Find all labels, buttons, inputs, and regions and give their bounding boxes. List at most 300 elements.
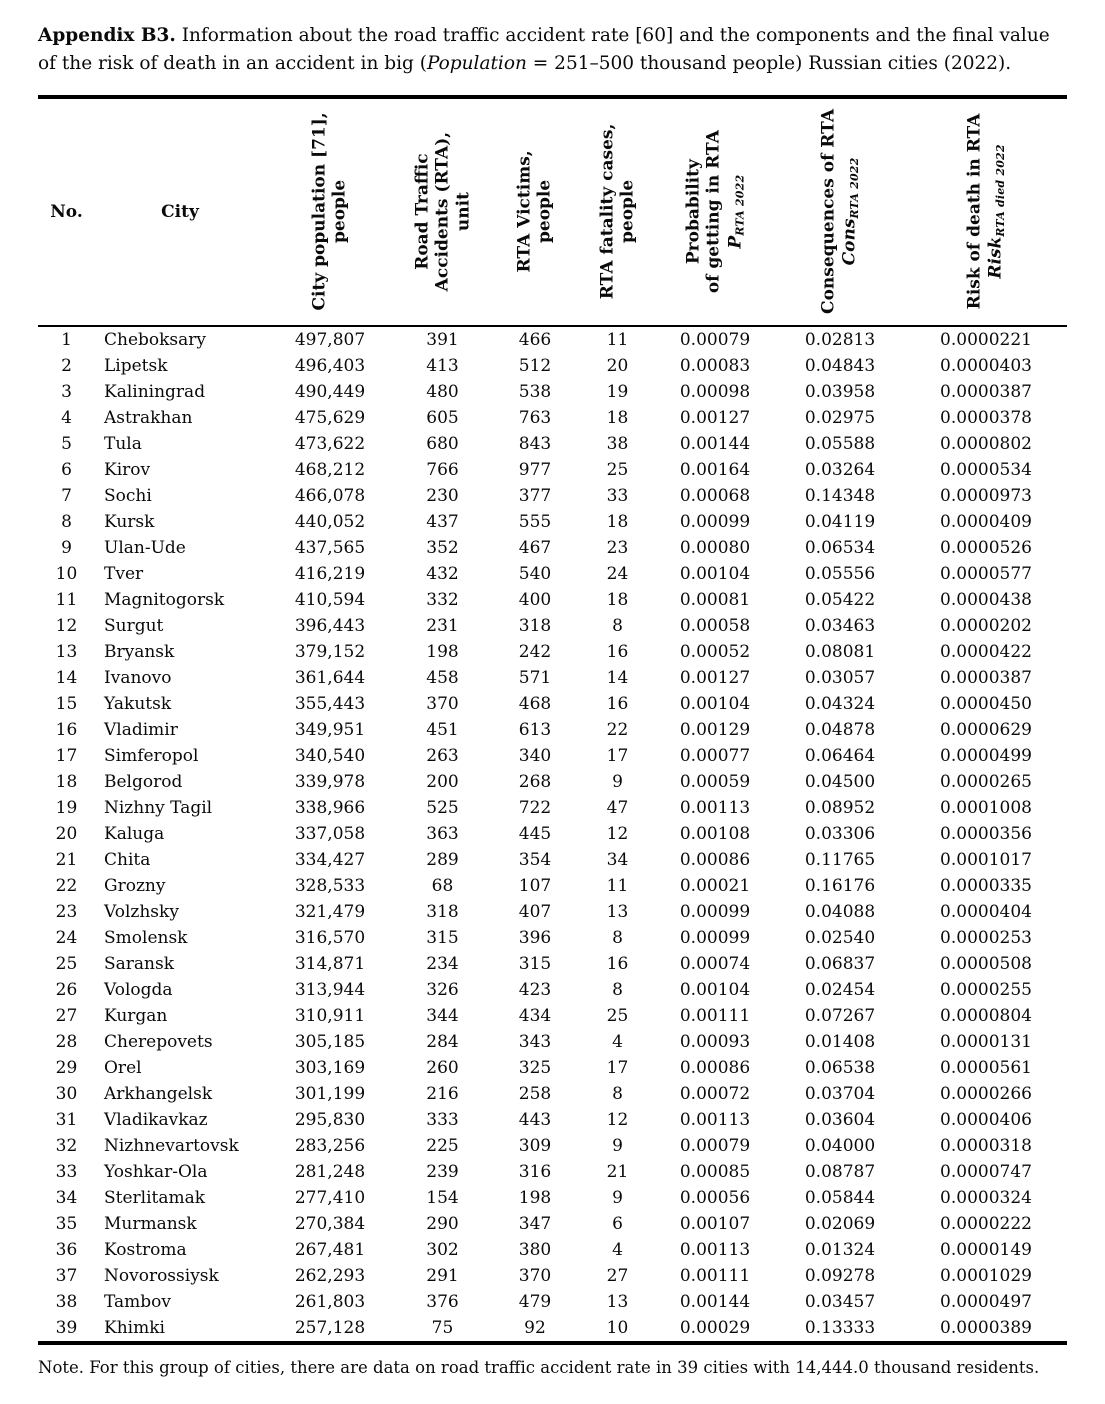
cell-fatalities: 4 (612, 1239, 623, 1260)
cell-accidents: 437 (426, 511, 459, 532)
cell-consequences: 0.02454 (804, 979, 876, 1000)
cell-probability: 0.00083 (679, 355, 751, 376)
cell-consequences: 0.04843 (804, 355, 876, 376)
cell-accidents: 370 (426, 693, 459, 714)
cell-city: Tambov (104, 1291, 171, 1312)
cell-probability: 0.00099 (679, 901, 751, 922)
cell-accidents: 432 (426, 563, 459, 584)
caption-italic-word: Population (426, 52, 527, 74)
cell-probability: 0.00080 (679, 537, 751, 558)
cell-city: Vladimir (104, 719, 178, 740)
cell-population: 396,443 (294, 615, 366, 636)
cell-no: 16 (55, 719, 78, 740)
cell-consequences: 0.08081 (804, 641, 876, 662)
col-header-accidents: Road Traffic Accidents (RTA), unit (411, 131, 473, 292)
cell-no: 33 (55, 1161, 78, 1182)
cell-accidents: 605 (426, 407, 459, 428)
cell-risk: 0.0000266 (940, 1083, 1032, 1104)
cell-victims: 423 (518, 979, 552, 1000)
cell-consequences: 0.06534 (804, 537, 876, 558)
cell-consequences: 0.03604 (804, 1109, 876, 1130)
cell-risk: 0.0000389 (940, 1317, 1032, 1338)
cell-city: Belgorod (104, 771, 183, 792)
cell-victims: 538 (518, 381, 552, 402)
cell-consequences: 0.04500 (804, 771, 876, 792)
table-caption (38, 22, 1067, 78)
table-note: Note. For this group of cities, there are data on road traffic accident rate in 39 cities with 14,444.0 thousand residents. (38, 1357, 1040, 1377)
cell-city: Ulan-Ude (104, 537, 186, 558)
cell-fatalities: 4 (612, 1031, 623, 1052)
cell-victims: 434 (518, 1005, 552, 1026)
table-row (38, 717, 1067, 743)
cell-victims: 443 (518, 1109, 552, 1130)
cell-accidents: 413 (426, 355, 459, 376)
cell-victims: 340 (518, 745, 552, 766)
cell-population: 328,533 (294, 875, 366, 896)
cell-population: 496,403 (294, 355, 366, 376)
cell-accidents: 284 (426, 1031, 459, 1052)
table-row (38, 925, 1067, 951)
cell-probability: 0.00111 (679, 1005, 751, 1026)
table-row (38, 561, 1067, 587)
cell-risk: 0.0000497 (940, 1291, 1032, 1312)
cell-risk: 0.0000577 (940, 563, 1032, 584)
cell-no: 32 (55, 1135, 78, 1156)
cell-population: 416,219 (294, 563, 366, 584)
cell-risk: 0.0000409 (940, 511, 1032, 532)
cell-probability: 0.00085 (679, 1161, 751, 1182)
cell-accidents: 680 (426, 433, 459, 454)
caption-text-1: Information about the road traffic accident rate [60] and the components and the final value of the risk of death in an accident in big ( (38, 25, 1050, 74)
cell-fatalities: 25 (606, 459, 629, 480)
cell-no: 30 (55, 1083, 78, 1104)
table-row (38, 899, 1067, 925)
table-row (38, 405, 1067, 431)
cell-fatalities: 21 (606, 1161, 629, 1182)
cell-no: 19 (55, 797, 78, 818)
cell-population: 355,443 (294, 693, 366, 714)
cell-city: Cheboksary (104, 329, 207, 350)
cell-population: 310,911 (294, 1005, 366, 1026)
cell-city: Volzhsky (104, 901, 179, 922)
col-header-victims: RTA Victims, people (514, 150, 555, 273)
cell-no: 38 (55, 1291, 78, 1312)
cell-city: Murmansk (104, 1213, 197, 1234)
col-header-city: City (161, 201, 199, 222)
cell-no: 39 (55, 1317, 78, 1338)
cell-risk: 0.0000406 (940, 1109, 1032, 1130)
table-row (38, 1237, 1067, 1263)
cell-risk: 0.0000534 (940, 459, 1032, 480)
cell-no: 25 (55, 953, 78, 974)
cell-fatalities: 12 (606, 823, 629, 844)
table-row (38, 457, 1067, 483)
table-row (38, 353, 1067, 379)
cell-population: 321,479 (294, 901, 366, 922)
cell-risk: 0.0000378 (940, 407, 1032, 428)
cell-no: 20 (55, 823, 78, 844)
cell-no: 26 (55, 979, 78, 1000)
cell-risk: 0.0000561 (940, 1057, 1032, 1078)
cell-accidents: 154 (426, 1187, 459, 1208)
cell-accidents: 458 (426, 667, 459, 688)
cell-accidents: 231 (426, 615, 459, 636)
cell-victims: 242 (518, 641, 552, 662)
cell-consequences: 0.02813 (804, 329, 876, 350)
cell-no: 36 (55, 1239, 78, 1260)
cell-accidents: 216 (426, 1083, 459, 1104)
cell-consequences: 0.09278 (804, 1265, 876, 1286)
table-row (38, 1029, 1067, 1055)
cell-city: Vladikavkaz (104, 1109, 208, 1130)
table-row (38, 691, 1067, 717)
cell-risk: 0.0000973 (940, 485, 1032, 506)
cell-probability: 0.00093 (679, 1031, 751, 1052)
cell-probability: 0.00104 (679, 563, 751, 584)
cell-victims: 343 (518, 1031, 552, 1052)
cell-population: 410,594 (294, 589, 366, 610)
cell-probability: 0.00059 (679, 771, 751, 792)
cell-population: 475,629 (294, 407, 366, 428)
cell-risk: 0.0000629 (940, 719, 1032, 740)
cell-victims: 92 (524, 1317, 546, 1338)
cell-risk: 0.0000318 (940, 1135, 1032, 1156)
cell-no: 37 (55, 1265, 78, 1286)
table-row (38, 431, 1067, 457)
cell-accidents: 480 (426, 381, 459, 402)
cell-city: Yoshkar-Ola (104, 1161, 208, 1182)
cell-risk: 0.0000747 (940, 1161, 1032, 1182)
cell-city: Khimki (104, 1317, 165, 1338)
cell-no: 5 (61, 433, 72, 454)
cell-risk: 0.0000438 (940, 589, 1032, 610)
cell-probability: 0.00021 (679, 875, 751, 896)
table-row (38, 379, 1067, 405)
cell-probability: 0.00127 (679, 667, 751, 688)
cell-victims: 540 (518, 563, 552, 584)
cell-population: 340,540 (294, 745, 366, 766)
cell-risk: 0.0000403 (940, 355, 1032, 376)
table-row (38, 847, 1067, 873)
cell-fatalities: 20 (606, 355, 629, 376)
cell-population: 437,565 (294, 537, 366, 558)
table-row (38, 1107, 1067, 1133)
cell-city: Surgut (104, 615, 164, 636)
cell-victims: 268 (518, 771, 552, 792)
cell-consequences: 0.02540 (804, 927, 876, 948)
cell-accidents: 326 (426, 979, 459, 1000)
table-row (38, 1211, 1067, 1237)
cell-risk: 0.0001017 (940, 849, 1032, 870)
cell-consequences: 0.05556 (804, 563, 876, 584)
cell-city: Bryansk (104, 641, 175, 662)
cell-no: 27 (55, 1005, 78, 1026)
cell-fatalities: 22 (606, 719, 629, 740)
cell-probability: 0.00129 (679, 719, 751, 740)
cell-city: Vologda (104, 979, 173, 1000)
cell-fatalities: 23 (606, 537, 629, 558)
cell-city: Yakutsk (104, 693, 172, 714)
cell-fatalities: 14 (606, 667, 629, 688)
cell-population: 277,410 (294, 1187, 366, 1208)
cell-fatalities: 18 (606, 407, 629, 428)
cell-victims: 977 (518, 459, 552, 480)
cell-victims: 479 (518, 1291, 552, 1312)
col-header-no: No. (50, 201, 83, 222)
cell-risk: 0.0001008 (940, 797, 1032, 818)
cell-population: 301,199 (294, 1083, 366, 1104)
cell-risk: 0.0000221 (940, 329, 1032, 350)
cell-accidents: 315 (426, 927, 459, 948)
cell-fatalities: 9 (612, 1135, 623, 1156)
cell-consequences: 0.03704 (804, 1083, 876, 1104)
cell-population: 440,052 (294, 511, 366, 532)
cell-probability: 0.00079 (679, 1135, 751, 1156)
cell-fatalities: 13 (606, 901, 629, 922)
cell-city: Tula (104, 433, 142, 454)
cell-no: 13 (55, 641, 78, 662)
cell-accidents: 525 (426, 797, 459, 818)
cell-population: 473,622 (294, 433, 366, 454)
cell-fatalities: 8 (612, 927, 623, 948)
cell-accidents: 352 (426, 537, 459, 558)
cell-population: 338,966 (294, 797, 366, 818)
cell-accidents: 234 (426, 953, 459, 974)
cell-fatalities: 18 (606, 511, 629, 532)
cell-population: 497,807 (294, 329, 366, 350)
cell-risk: 0.0000253 (940, 927, 1032, 948)
cell-no: 6 (61, 459, 72, 480)
cell-fatalities: 27 (606, 1265, 629, 1286)
cell-fatalities: 16 (606, 693, 629, 714)
cell-victims: 571 (518, 667, 552, 688)
cell-probability: 0.00058 (679, 615, 751, 636)
cell-fatalities: 12 (606, 1109, 629, 1130)
cell-no: 14 (55, 667, 78, 688)
cell-city: Novorossiysk (104, 1265, 219, 1286)
cell-probability: 0.00099 (679, 511, 751, 532)
cell-no: 22 (55, 875, 78, 896)
cell-accidents: 451 (426, 719, 459, 740)
cell-risk: 0.0000450 (940, 693, 1032, 714)
col-header-consequences: Consequences of RTA Cons$_{RTA 2022}$ (818, 109, 862, 315)
cell-risk: 0.0000387 (940, 667, 1032, 688)
cell-city: Ivanovo (104, 667, 172, 688)
table-row (38, 509, 1067, 535)
cell-fatalities: 10 (606, 1317, 629, 1338)
cell-risk: 0.0000802 (940, 433, 1032, 454)
cell-accidents: 318 (426, 901, 459, 922)
cell-accidents: 391 (426, 329, 459, 350)
cell-population: 314,871 (294, 953, 366, 974)
cell-risk: 0.0000804 (940, 1005, 1032, 1026)
table-row (38, 613, 1067, 639)
cell-probability: 0.00113 (679, 797, 751, 818)
cell-probability: 0.00111 (679, 1265, 751, 1286)
cell-risk: 0.0001029 (940, 1265, 1032, 1286)
cell-population: 262,293 (294, 1265, 366, 1286)
cell-fatalities: 8 (612, 1083, 623, 1104)
caption-text-2: = 251–500 thousand people) Russian cities (2022). (526, 52, 1012, 74)
cell-consequences: 0.02975 (804, 407, 876, 428)
cell-population: 334,427 (294, 849, 366, 870)
cell-population: 267,481 (294, 1239, 366, 1260)
cell-consequences: 0.03264 (804, 459, 876, 480)
cell-victims: 316 (518, 1161, 552, 1182)
cell-victims: 325 (518, 1057, 552, 1078)
table-row (38, 587, 1067, 613)
cell-consequences: 0.01324 (804, 1239, 876, 1260)
cell-population: 313,944 (294, 979, 366, 1000)
cell-consequences: 0.14348 (804, 485, 876, 506)
cell-victims: 466 (518, 329, 552, 350)
cell-fatalities: 9 (612, 1187, 623, 1208)
cell-accidents: 230 (426, 485, 459, 506)
table-row (38, 769, 1067, 795)
cell-risk: 0.0000526 (940, 537, 1032, 558)
cell-no: 28 (55, 1031, 78, 1052)
cell-victims: 315 (518, 953, 552, 974)
cell-consequences: 0.06538 (804, 1057, 876, 1078)
cell-city: Sterlitamak (104, 1187, 206, 1208)
cell-consequences: 0.04000 (804, 1135, 876, 1156)
table-row (38, 1263, 1067, 1289)
table-row (38, 1081, 1067, 1107)
cell-accidents: 198 (426, 641, 459, 662)
cell-city: Kirov (104, 459, 151, 480)
cell-consequences: 0.08952 (804, 797, 876, 818)
cell-city: Kaliningrad (104, 381, 206, 402)
cell-consequences: 0.03306 (804, 823, 876, 844)
cell-risk: 0.0000202 (940, 615, 1032, 636)
cell-city: Nizhny Tagil (104, 797, 213, 818)
cell-population: 349,951 (294, 719, 366, 740)
cell-risk: 0.0000324 (940, 1187, 1032, 1208)
cell-city: Smolensk (104, 927, 188, 948)
cell-population: 270,384 (294, 1213, 366, 1234)
cell-consequences: 0.05588 (804, 433, 876, 454)
cell-fatalities: 13 (606, 1291, 629, 1312)
cell-consequences: 0.06837 (804, 953, 876, 974)
cell-victims: 763 (518, 407, 552, 428)
cell-probability: 0.00086 (679, 1057, 751, 1078)
col-header-probability: Probability of getting in RTA $P_{RTA 2022}$ (683, 129, 747, 294)
table-row (38, 1133, 1067, 1159)
cell-victims: 407 (518, 901, 552, 922)
cell-fatalities: 9 (612, 771, 623, 792)
cell-probability: 0.00113 (679, 1109, 751, 1130)
table-row (38, 665, 1067, 691)
cell-risk: 0.0000335 (940, 875, 1032, 896)
table-row (38, 1003, 1067, 1029)
cell-no: 7 (61, 485, 72, 506)
cell-probability: 0.00072 (679, 1083, 751, 1104)
cell-accidents: 200 (426, 771, 459, 792)
cell-victims: 613 (518, 719, 552, 740)
cell-victims: 380 (518, 1239, 552, 1260)
cell-city: Nizhnevartovsk (104, 1135, 239, 1156)
col-header-population: City population [71], people (309, 112, 350, 311)
cell-probability: 0.00104 (679, 693, 751, 714)
cell-fatalities: 11 (606, 875, 629, 896)
cell-probability: 0.00144 (679, 1291, 751, 1312)
cell-probability: 0.00029 (679, 1317, 751, 1338)
table-row (38, 326, 1067, 353)
table-row (38, 1315, 1067, 1343)
cell-accidents: 344 (426, 1005, 459, 1026)
cell-probability: 0.00077 (679, 745, 751, 766)
cell-victims: 722 (518, 797, 552, 818)
cell-accidents: 332 (426, 589, 459, 610)
cell-fatalities: 24 (606, 563, 629, 584)
table-row (38, 795, 1067, 821)
cell-victims: 445 (518, 823, 552, 844)
cell-city: Chita (104, 849, 151, 870)
cell-population: 339,978 (294, 771, 366, 792)
cell-fatalities: 19 (606, 381, 629, 402)
table-row (38, 483, 1067, 509)
cell-fatalities: 6 (612, 1213, 623, 1234)
cell-consequences: 0.08787 (804, 1161, 876, 1182)
cell-population: 337,058 (294, 823, 366, 844)
cell-consequences: 0.16176 (804, 875, 876, 896)
cell-population: 466,078 (294, 485, 366, 506)
cell-consequences: 0.04324 (804, 693, 876, 714)
cell-population: 281,248 (294, 1161, 366, 1182)
cell-probability: 0.00144 (679, 433, 751, 454)
cell-victims: 843 (518, 433, 552, 454)
cell-accidents: 376 (426, 1291, 459, 1312)
cell-consequences: 0.07267 (804, 1005, 876, 1026)
cell-risk: 0.0000255 (940, 979, 1032, 1000)
cell-population: 257,128 (294, 1317, 366, 1338)
cell-city: Arkhangelsk (104, 1083, 213, 1104)
cell-risk: 0.0000265 (940, 771, 1032, 792)
cell-fatalities: 38 (606, 433, 629, 454)
caption-label: Appendix B3. (38, 25, 176, 46)
table-row (38, 1185, 1067, 1211)
cell-accidents: 302 (426, 1239, 459, 1260)
cell-city: Astrakhan (104, 407, 193, 428)
cell-city: Lipetsk (104, 355, 168, 376)
table-row (38, 1159, 1067, 1185)
cell-no: 2 (61, 355, 72, 376)
cell-probability: 0.00079 (679, 329, 751, 350)
cell-no: 3 (61, 381, 72, 402)
cell-victims: 555 (518, 511, 552, 532)
cell-no: 15 (55, 693, 78, 714)
cell-victims: 347 (518, 1213, 552, 1234)
cell-fatalities: 11 (606, 329, 629, 350)
cell-accidents: 333 (426, 1109, 459, 1130)
cell-fatalities: 16 (606, 641, 629, 662)
cell-risk: 0.0000149 (940, 1239, 1032, 1260)
cell-consequences: 0.04878 (804, 719, 876, 740)
cell-risk: 0.0000422 (940, 641, 1032, 662)
cell-risk: 0.0000222 (940, 1213, 1032, 1234)
cell-population: 490,449 (294, 381, 366, 402)
cell-population: 316,570 (294, 927, 366, 948)
cell-victims: 309 (518, 1135, 552, 1156)
cell-consequences: 0.05844 (804, 1187, 876, 1208)
col-header-fatalities: RTA fatality cases, people (597, 123, 638, 300)
cell-risk: 0.0000387 (940, 381, 1032, 402)
cell-fatalities: 25 (606, 1005, 629, 1026)
cell-victims: 468 (518, 693, 552, 714)
table-header-row (38, 97, 1067, 326)
cell-no: 17 (55, 745, 78, 766)
cell-population: 379,152 (294, 641, 366, 662)
